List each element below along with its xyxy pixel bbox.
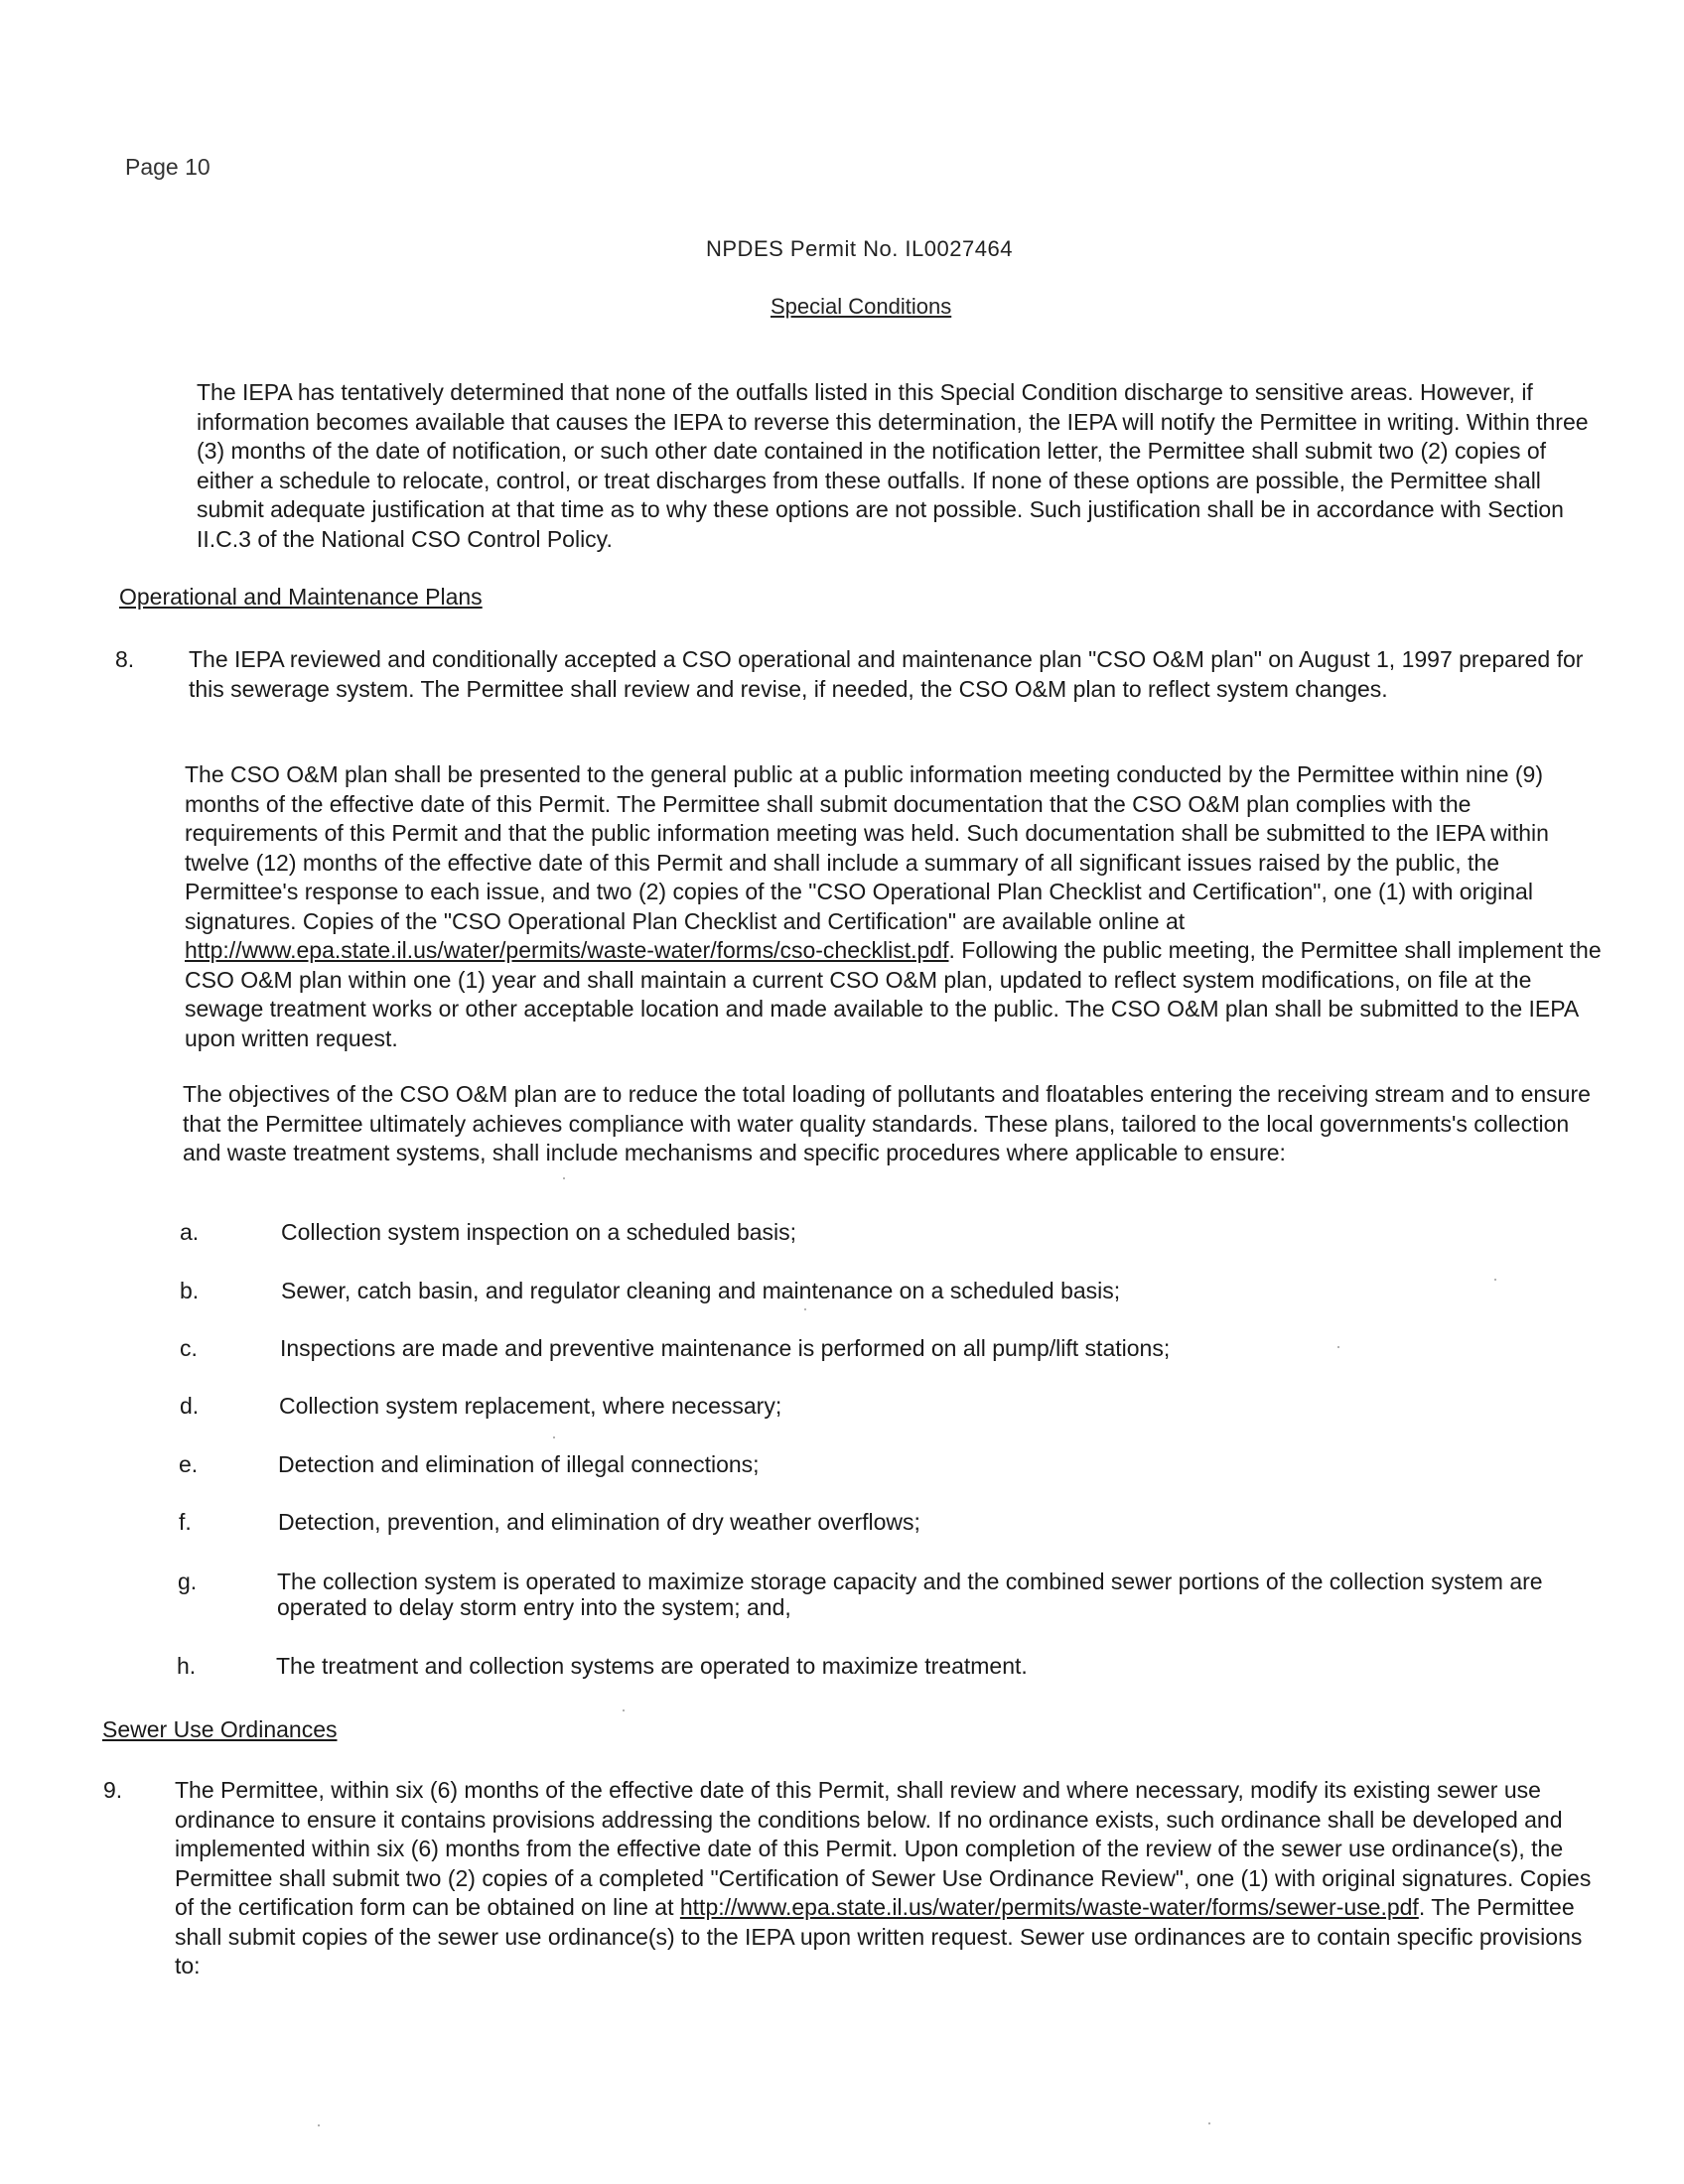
list-item-letter: h. <box>177 1653 197 1679</box>
sewer-use-paragraph <box>175 1776 1597 1981</box>
sewer-use-heading: Sewer Use Ordinances <box>102 1716 338 1742</box>
om-plans-heading: Operational and Maintenance Plans <box>119 584 483 610</box>
sewer-use-paragraph-text: The Permittee, within six (6) months of the effective date of this Permit, shall review and where necessary, modify its existing sewer use ordinance to ensure it contains provisions addressing the conditions below. If no ordinance exists, such ordinance shall be developed and implemented within six (6) months from the effective date of this Permit. Upon completion of the review of the sewer use ordinance(s), the Permittee shall submit two (2) copies of a completed "Certification of Sewer Use Ordinance Review", one (1) with original signatures. Copies of the certification form can be obtained on line at <box>175 1777 1592 1920</box>
list-item: Sewer, catch basin, and regulator cleaning and maintenance on a scheduled basis; <box>281 1278 1121 1303</box>
list-item: The collection system is operated to maximize storage capacity and the combined sewer portions of the collection system are operated to delay storm entry into the system; and, <box>277 1569 1543 1620</box>
scan-speck <box>804 1308 806 1310</box>
om-paragraph-2-text: The CSO O&M plan shall be presented to the general public at a public information meeting conducted by the Permittee within nine (9) months of the effective date of this Permit. The Permittee shall submit documentation that the CSO O&M plan complies with the requirements of this Permit and that the public information meeting was held. Such documentation shall be submitted to the IEPA within twelve (12) months of the effective date of this Permit and shall include a summary of all significant issues raised by the public, the Permittee's response to each issue, and two (2) copies of the "CSO Operational Plan Checklist and Certification", one (1) with original signatures. Copies of the "CSO Operational Plan Checklist and Certification" are available online at <box>185 761 1549 934</box>
list-item: Inspections are made and preventive maintenance is performed on all pump/lift stations; <box>280 1335 1171 1361</box>
list-item-letter: a. <box>180 1219 200 1245</box>
om-paragraph-2-text-end: . Following the public meeting, the Permittee shall implement the CSO O&M plan within one (1) year and shall maintain a current CSO O&M plan, updated to reflect system modifications, on file at the sewage treatment works or other acceptable location and made available to the public. The CSO O&M plan shall be submitted to the IEPA upon written request. <box>185 937 1602 1051</box>
list-item: Detection and elimination of illegal connections; <box>278 1451 760 1477</box>
section-title: Special Conditions <box>771 294 952 319</box>
condition-number-9: 9. <box>103 1777 123 1803</box>
sewer-use-form-link[interactable]: http://www.epa.state.il.us/water/permits/waste-water/forms/sewer-use.pdf <box>679 1894 1419 1920</box>
list-item-letter: e. <box>179 1451 199 1477</box>
list-item: The treatment and collection systems are operated to maximize treatment. <box>276 1653 1028 1679</box>
list-item: Detection, prevention, and elimination of dry weather overflows; <box>278 1509 920 1535</box>
scan-speck <box>318 2124 320 2126</box>
list-item-letter: g. <box>178 1569 198 1594</box>
scan-speck <box>1494 1279 1496 1281</box>
list-item: Collection system replacement, where necessary; <box>279 1393 782 1419</box>
scan-speck <box>553 1436 555 1438</box>
cso-checklist-link[interactable]: http://www.epa.state.il.us/water/permits/waste-water/forms/cso-checklist.pdf <box>185 937 949 963</box>
scan-speck <box>1208 2122 1210 2124</box>
list-item-letter: b. <box>180 1278 200 1303</box>
sewer-use-paragraph-text-end: . The Permittee shall submit copies of the sewer use ordinance(s) to the IEPA upon written request. Sewer use ordinances are to contain specific provisions to: <box>175 1894 1583 1979</box>
list-item: Collection system inspection on a scheduled basis; <box>281 1219 797 1245</box>
list-item-letter: f. <box>179 1509 192 1535</box>
om-paragraph-3: The objectives of the CSO O&M plan are to reduce the total loading of pollutants and floatables entering the receiving stream and to ensure that the Permittee ultimately achieves compliance with water quality standards. These plans, tailored to the local governments's collection and waste treatment systems, shall include mechanisms and specific procedures where applicable to ensure: <box>183 1081 1591 1165</box>
om-paragraph-1: The IEPA reviewed and conditionally accepted a CSO operational and maintenance plan "CSO O&M plan" on August 1, 1997 prepared for this sewerage system. The Permittee shall review and revise, if needed, the CSO O&M plan to reflect system changes. <box>189 646 1584 702</box>
intro-paragraph: The IEPA has tentatively determined that none of the outfalls listed in this Special Condition discharge to sensitive areas. However, if information becomes available that causes the IEPA to reverse this determination, the IEPA will notify the Permittee in writing. Within three (3) months of the date of notification, or such other date contained in the notification letter, the Permittee shall submit two (2) copies of either a schedule to relocate, control, or treat discharges from these outfalls. If none of these options are possible, the Permittee shall submit adequate justification at that time as to why these options are not possible. Such justification shall be in accordance with Section II.C.3 of the National CSO Control Policy. <box>197 379 1589 552</box>
om-paragraph-2 <box>185 760 1603 1053</box>
scan-speck <box>1337 1346 1339 1348</box>
scan-speck <box>563 1177 565 1179</box>
list-item-letter: c. <box>180 1335 198 1361</box>
condition-number-8: 8. <box>115 646 135 672</box>
page-number: Page 10 <box>125 154 210 180</box>
list-item-letter: d. <box>180 1393 200 1419</box>
permit-number: NPDES Permit No. IL0027464 <box>706 236 1013 261</box>
scan-speck <box>623 1709 625 1711</box>
